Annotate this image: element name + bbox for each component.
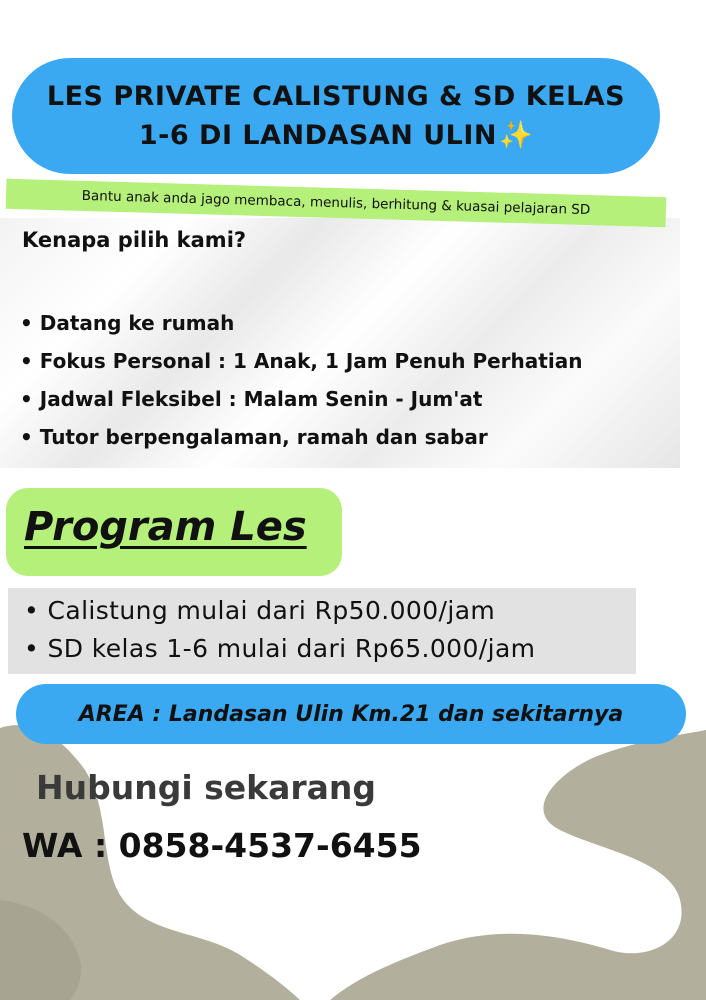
reason-item: • Tutor berpengalaman, ramah dan sabar (20, 425, 488, 449)
subtitle-text: Bantu anak anda jago membaca, menulis, berhitung & kuasai pelajaran SD (81, 187, 591, 219)
area-text: AREA : Landasan Ulin Km.21 dan sekitarnya (78, 701, 624, 727)
whatsapp-number[interactable]: WA : 0858-4537-6455 (22, 826, 422, 865)
price-list (24, 592, 535, 668)
reasons-list (20, 304, 582, 456)
price-item: • Calistung mulai dari Rp50.000/jam (24, 596, 496, 625)
price-item: • SD kelas 1-6 mulai dari Rp65.000/jam (24, 634, 536, 663)
page-title (41, 77, 631, 155)
title-text: LES PRIVATE CALISTUNG & SD KELAS 1-6 DI LANDASAN ULIN (46, 81, 626, 151)
why-heading: Kenapa pilih kami? (22, 228, 247, 252)
reason-item: • Fokus Personal : 1 Anak, 1 Jam Penuh Perhatian (20, 349, 583, 373)
contact-heading: Hubungi sekarang (36, 768, 377, 807)
reason-item: • Jadwal Fleksibel : Malam Senin - Jum'at (20, 387, 483, 411)
reason-item: • Datang ke rumah (20, 311, 235, 335)
sparkles-icon: ✨ (499, 120, 534, 151)
program-heading: Program Les (24, 504, 307, 550)
title-banner (12, 58, 660, 174)
area-banner (16, 684, 686, 744)
